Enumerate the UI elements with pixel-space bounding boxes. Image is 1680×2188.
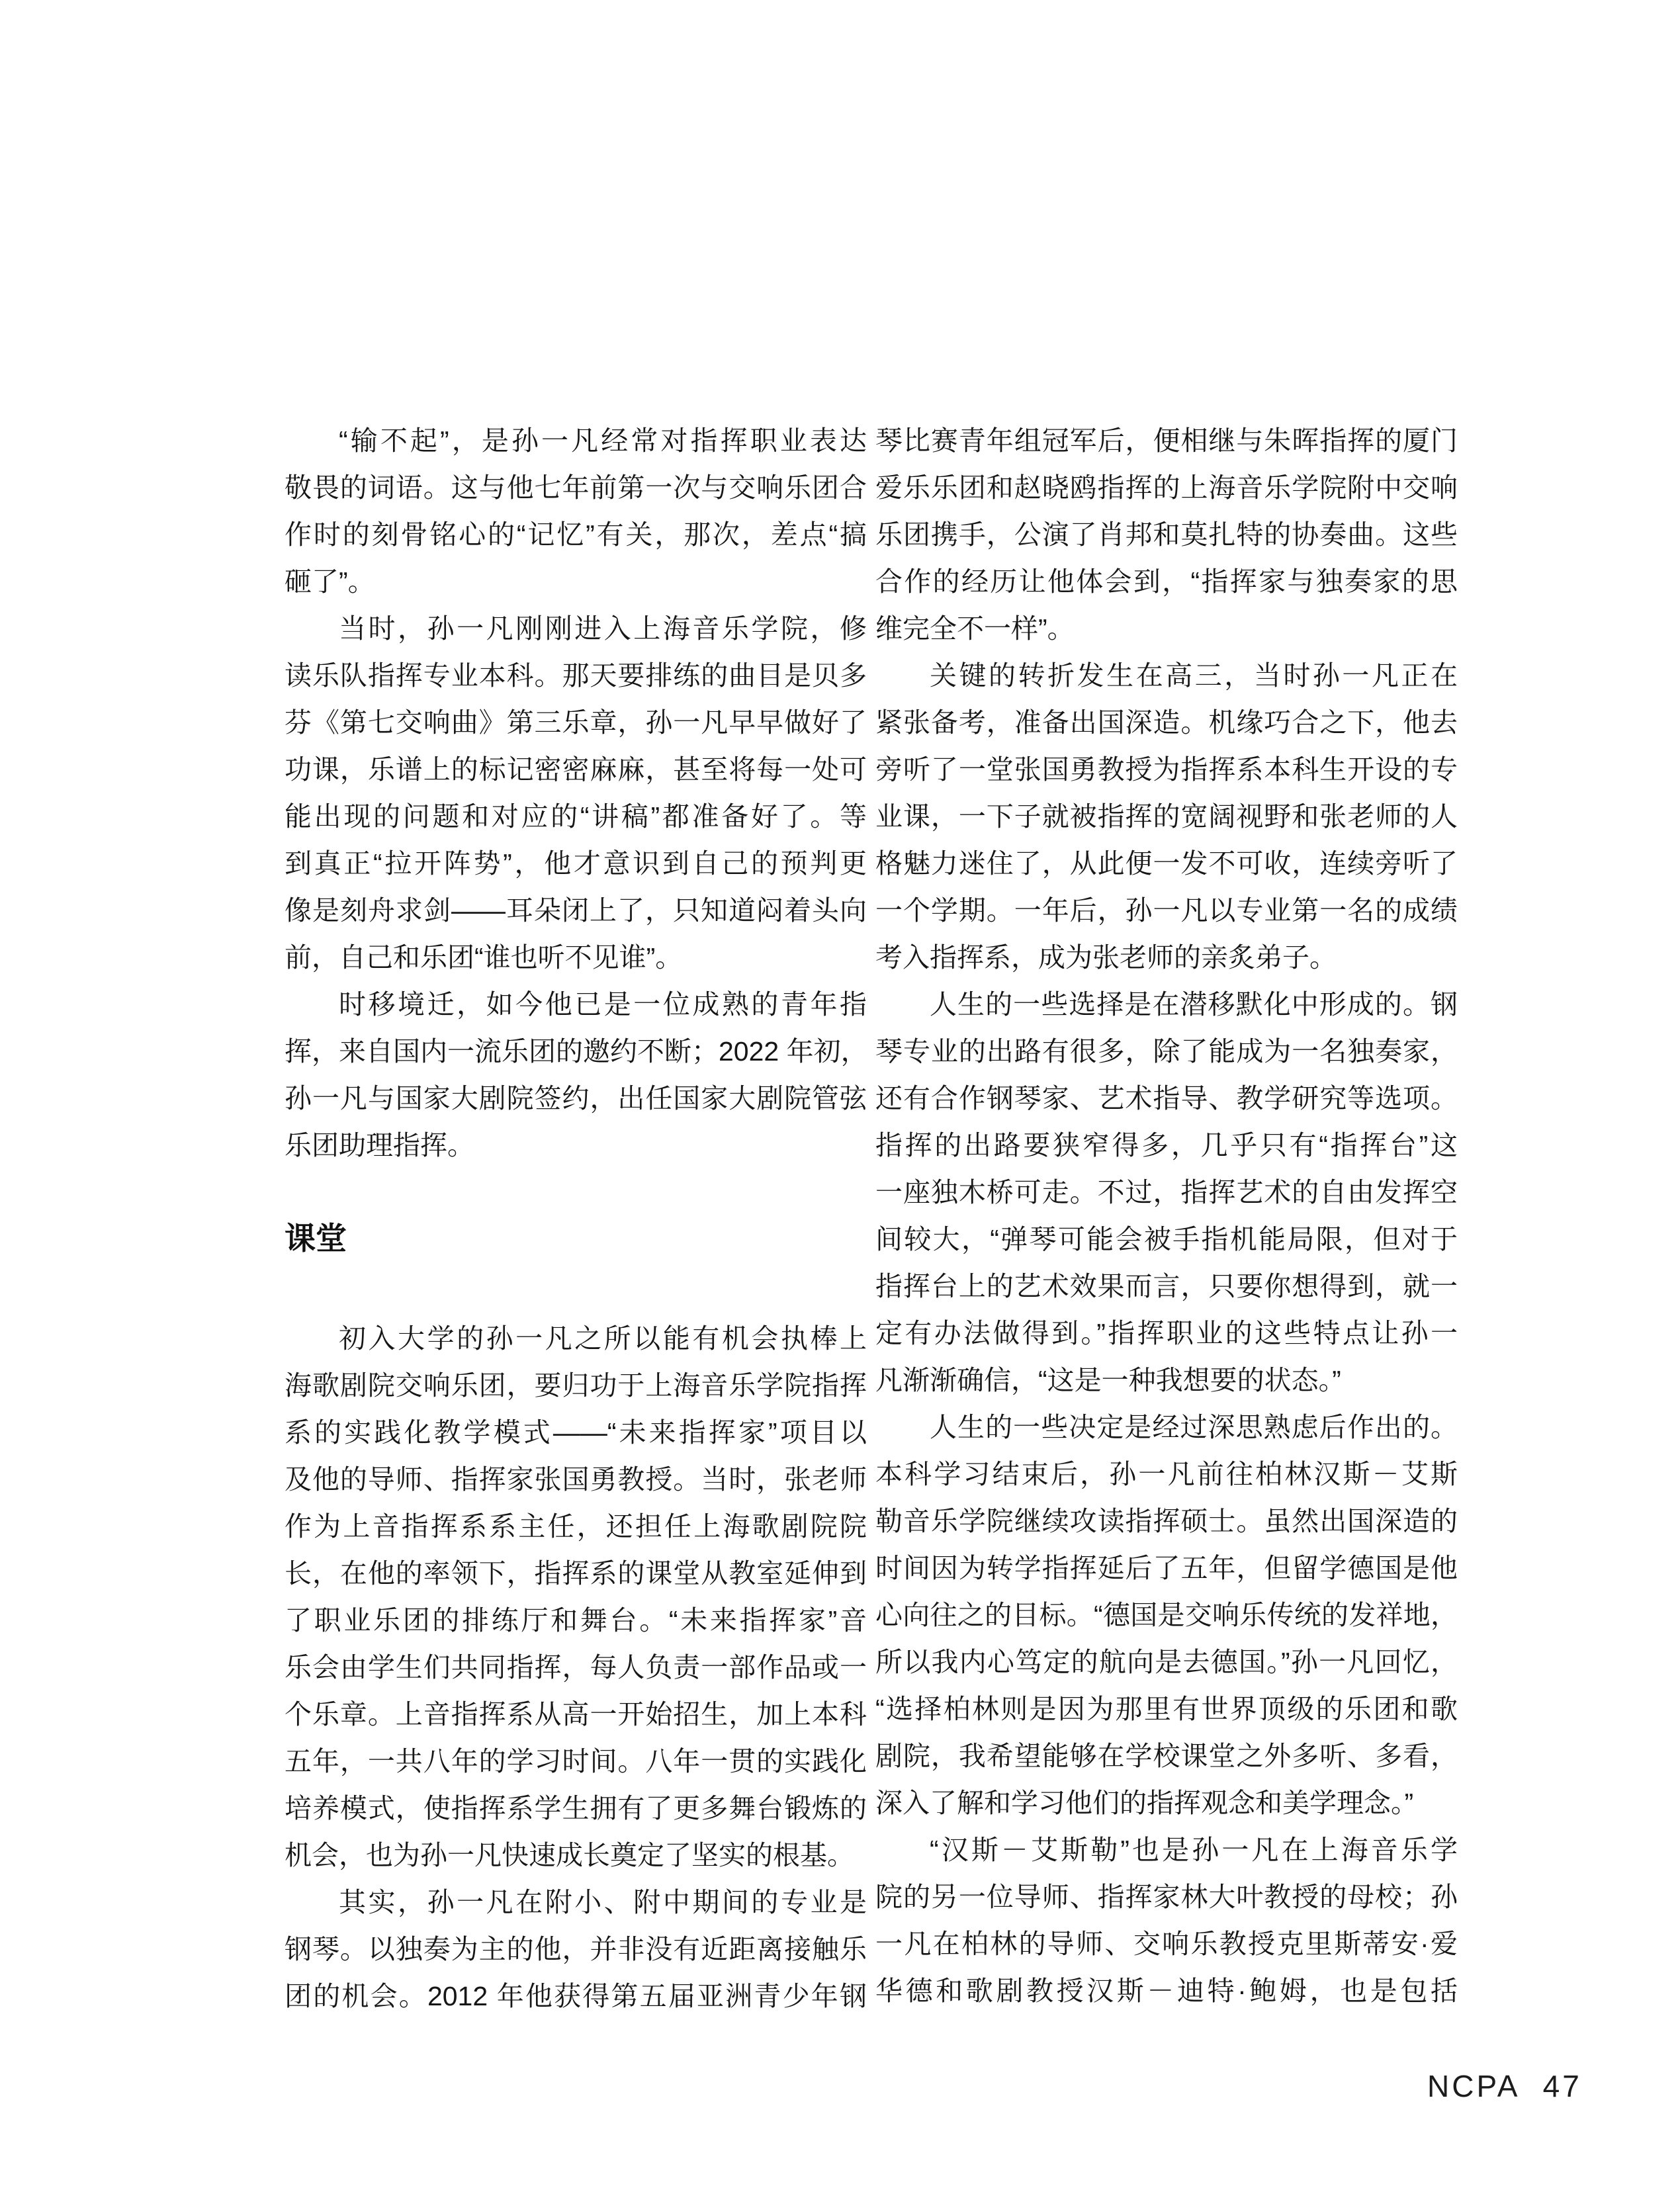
text-line: 像是刻舟求剑——耳朵闭上了，只知道闷着头向 [285, 895, 867, 926]
text-line: 功课，乐谱上的标记密密麻麻，甚至将每一处可 [285, 754, 867, 785]
text-line: 团的机会。2012 年他获得第五届亚洲青少年钢 [285, 1981, 867, 2011]
text-line: 心向往之的目标。“德国是交响乐传统的发祥地， [875, 1600, 1458, 1630]
text-line: 读乐队指挥专业本科。那天要排练的曲目是贝多 [285, 660, 867, 691]
text-line: 琴比赛青年组冠军后，便相继与朱晖指挥的厦门 [875, 425, 1458, 456]
text-line: 琴专业的出路有很多，除了能成为一名独奏家， [875, 1036, 1458, 1067]
text-line: 培养模式，使指挥系学生拥有了更多舞台锻炼的 [285, 1793, 867, 1823]
text-line: 剧院，我希望能够在学校课堂之外多听、多看， [875, 1741, 1458, 1771]
text-line: 长，在他的率领下，指挥系的课堂从教室延伸到 [285, 1558, 867, 1589]
text-line: 凡渐渐确信，“这是一种我想要的状态。” [875, 1365, 1341, 1395]
text-line: 紧张备考，准备出国深造。机缘巧合之下，他去 [875, 707, 1458, 738]
right-column [875, 417, 1458, 2015]
page-number: NCPA 47 [1427, 2069, 1582, 2103]
text-line: 人生的一些选择是在潜移默化中形成的。钢 [930, 989, 1458, 1020]
text-line: 及他的导师、指挥家张国勇教授。当时，张老师 [285, 1464, 867, 1495]
text-line: 关键的转折发生在高三，当时孙一凡正在 [930, 660, 1458, 691]
left-column-block2 [285, 1315, 867, 2020]
text-line: “汉斯－艾斯勒”也是孙一凡在上海音乐学 [930, 1835, 1458, 1865]
text-line: 人生的一些决定是经过深思熟虑后作出的。 [930, 1412, 1458, 1442]
text-line: 砸了”。 [285, 566, 375, 597]
text-line: 院的另一位导师、指挥家林大叶教授的母校；孙 [875, 1882, 1458, 1912]
left-column-block1 [285, 417, 867, 1169]
text-line: 本科学习结束后，孙一凡前往柏林汉斯－艾斯 [875, 1459, 1458, 1489]
text-line: 指挥台上的艺术效果而言，只要你想得到，就一 [875, 1271, 1458, 1301]
text-line: 到真正“拉开阵势”，他才意识到自己的预判更 [285, 848, 867, 879]
text-line: 能出现的问题和对应的“讲稿”都准备好了。等 [285, 801, 867, 832]
text-line: 芬《第七交响曲》第三乐章，孙一凡早早做好了 [285, 707, 867, 738]
text-line: 合作的经历让他体会到，“指挥家与独奏家的思 [875, 566, 1458, 597]
left-column [285, 417, 867, 2020]
text-line: 指挥的出路要狭窄得多，几乎只有“指挥台”这 [875, 1130, 1458, 1160]
text-line: 定有办法做得到。”指挥职业的这些特点让孙一 [875, 1318, 1458, 1348]
text-line: 乐团携手，公演了肖邦和莫扎特的协奏曲。这些 [875, 519, 1458, 550]
text-line: 乐团助理指挥。 [285, 1130, 474, 1160]
text-line: 旁听了一堂张国勇教授为指挥系本科生开设的专 [875, 754, 1458, 785]
text-line: 五年，一共八年的学习时间。八年一贯的实践化 [285, 1746, 867, 1776]
text-line: 间较大，“弹琴可能会被手指机能局限，但对于 [875, 1224, 1458, 1254]
text-line: 当时，孙一凡刚刚进入上海音乐学院，修 [339, 613, 867, 644]
text-line: 勒音乐学院继续攻读指挥硕士。虽然出国深造的 [875, 1506, 1458, 1536]
text-line: 还有合作钢琴家、艺术指导、教学研究等选项。 [875, 1083, 1458, 1114]
text-line: 个乐章。上音指挥系从高一开始招生，加上本科 [285, 1699, 867, 1729]
text-line: “输不起”，是孙一凡经常对指挥职业表达 [339, 425, 867, 456]
text-line: 初入大学的孙一凡之所以能有机会执棒上 [339, 1323, 867, 1354]
text-line: 考入指挥系，成为张老师的亲炙弟子。 [875, 942, 1337, 973]
text-line: 深入了解和学习他们的指挥观念和美学理念。” [875, 1788, 1414, 1818]
text-line: 所以我内心笃定的航向是去德国。”孙一凡回忆， [875, 1647, 1458, 1677]
text-line: 敬畏的词语。这与他七年前第一次与交响乐团合 [285, 472, 867, 503]
text-line: 海歌剧院交响乐团，要归功于上海音乐学院指挥 [285, 1370, 867, 1401]
text-line: 维完全不一样”。 [875, 613, 1075, 644]
text-line: 一座独木桥可走。不过，指挥艺术的自由发挥空 [875, 1177, 1458, 1207]
right-column-block1 [875, 417, 1458, 2015]
text-line: 格魅力迷住了，从此便一发不可收，连续旁听了 [875, 848, 1458, 879]
text-line: 作时的刻骨铭心的“记忆”有关，那次，差点“搞 [285, 519, 867, 550]
text-line: “选择柏林则是因为那里有世界顶级的乐团和歌 [875, 1694, 1458, 1724]
text-line: 其实，孙一凡在附小、附中期间的专业是 [339, 1887, 867, 1917]
section-heading: 课堂 [285, 1221, 347, 1256]
text-line: 爱乐乐团和赵晓鸥指挥的上海音乐学院附中交响 [875, 472, 1458, 503]
text-line: 挥，来自国内一流乐团的邀约不断；2022 年初， [285, 1036, 868, 1067]
text-line: 前，自己和乐团“谁也听不见谁”。 [285, 942, 683, 973]
text-line: 乐会由学生们共同指挥，每人负责一部作品或一 [285, 1652, 867, 1683]
text-line: 业课，一下子就被指挥的宽阔视野和张老师的人 [875, 801, 1458, 832]
text-line: 一凡在柏林的导师、交响乐教授克里斯蒂安·爱 [875, 1929, 1458, 1959]
text-line: 了职业乐团的排练厅和舞台。“未来指挥家”音 [285, 1605, 867, 1636]
text-line: 机会，也为孙一凡快速成长奠定了坚实的根基。 [285, 1840, 854, 1870]
text-line: 钢琴。以独奏为主的他，并非没有近距离接触乐 [285, 1934, 867, 1964]
text-line: 一个学期。一年后，孙一凡以专业第一名的成绩 [875, 895, 1458, 926]
text-line: 系的实践化教学模式——“未来指挥家”项目以 [285, 1417, 867, 1448]
text-line: 时间因为转学指挥延后了五年，但留学德国是他 [875, 1553, 1458, 1583]
text-line: 作为上音指挥系系主任，还担任上海歌剧院院 [285, 1511, 867, 1542]
text-line: 华德和歌剧教授汉斯－迪特·鲍姆，也是包括 [875, 1976, 1458, 2006]
text-line: 孙一凡与国家大剧院签约，出任国家大剧院管弦 [285, 1083, 867, 1114]
text-line: 时移境迁，如今他已是一位成熟的青年指 [339, 989, 867, 1020]
